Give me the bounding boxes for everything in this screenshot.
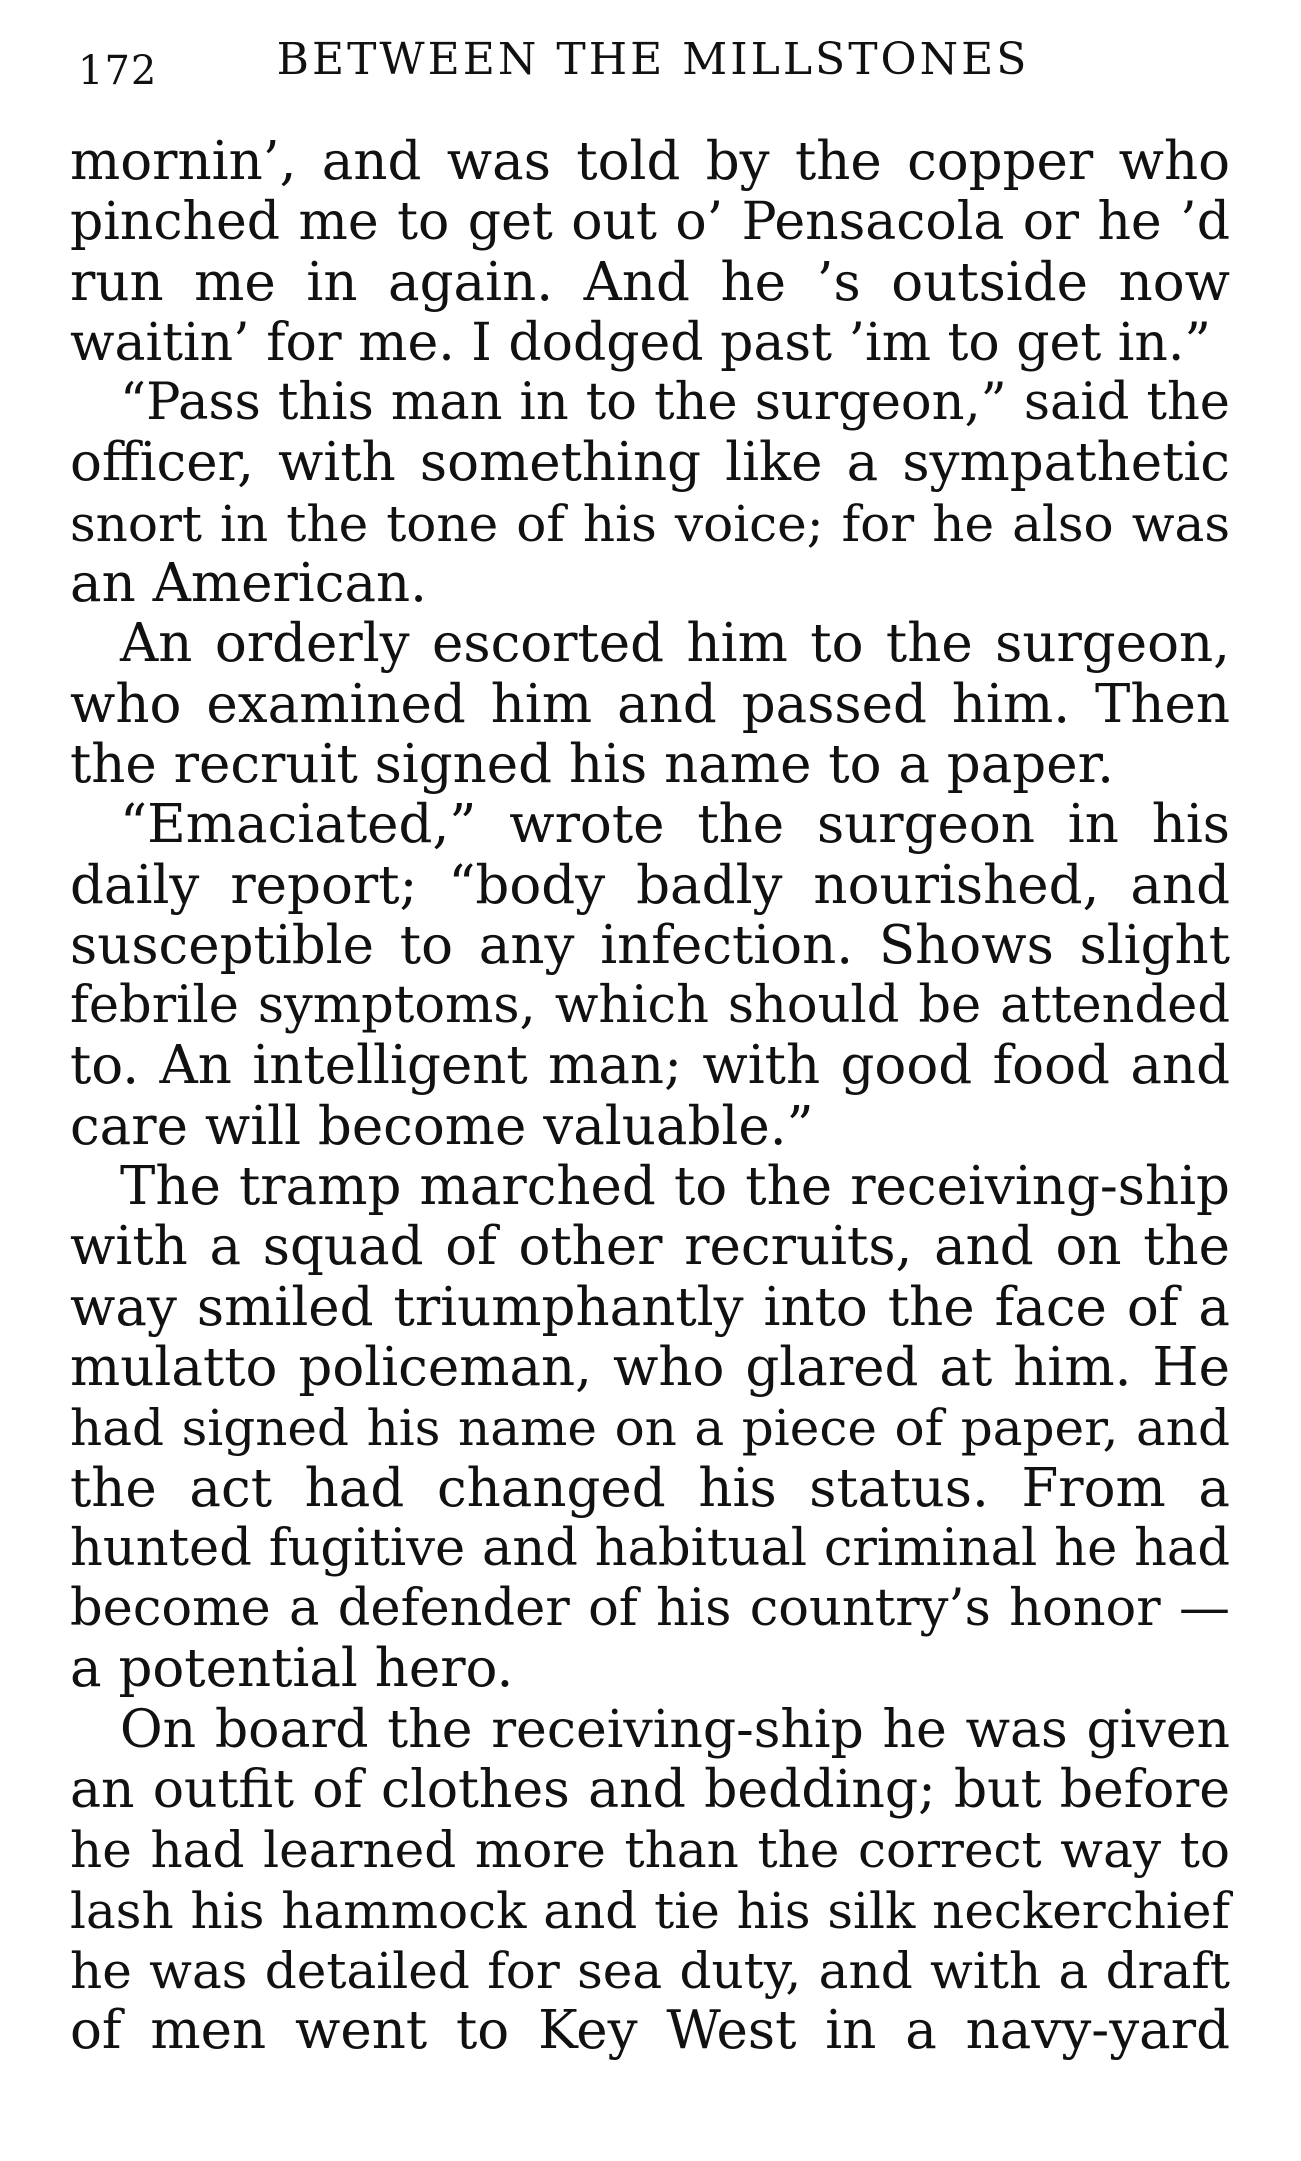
text-line: An orderly escorted him to the surgeon, [120, 613, 1230, 675]
text-line: On board the receiving-ship he was given [120, 1699, 1230, 1760]
text-line: become a defender of his country’s honor — [70, 1579, 1230, 1639]
text-line: waitin’ for me. I dodged past ’im to get in.” [70, 312, 1211, 373]
page-header [78, 34, 1228, 94]
text-line: an American. [70, 553, 428, 615]
text-line: who examined him and passed him. Then [70, 673, 1230, 735]
text-line: The tramp marched to the receiving-ship [120, 1156, 1230, 1218]
text-line: hunted fugitive and habitual criminal he had [70, 1518, 1230, 1578]
text-line: “Emaciated,” wrote the surgeon in his [120, 794, 1230, 856]
text-line: to. An intelligent man; with good food and [70, 1035, 1230, 1097]
text-line: susceptible to any infection. Shows slight [70, 914, 1230, 976]
text-line: lash his hammock and tie his silk neckerchief [70, 1881, 1230, 1940]
page-number: 172 [78, 48, 158, 94]
text-line: of men went to Key West in a navy-yard [70, 2000, 1230, 2062]
text-line: snort in the tone of his voice; for he also was [70, 494, 1230, 553]
text-line: an outfit of clothes and bedding; but before [70, 1760, 1230, 1821]
text-line: had signed his name on a piece of paper, and [70, 1399, 1230, 1458]
text-line: he was detailed for sea duty, and with a draft [70, 1941, 1230, 2000]
body-text [70, 132, 1230, 2062]
text-line: mornin’, and was told by the copper who [70, 131, 1230, 192]
text-line: with a squad of other recruits, and on the [70, 1216, 1230, 1278]
text-line: a potential hero. [70, 1638, 514, 1700]
text-line: the recruit signed his name to a paper. [70, 733, 1114, 795]
text-line: febrile symptoms, which should be attended [70, 976, 1230, 1036]
text-line: he had learned more than the correct way to [70, 1821, 1230, 1880]
text-line: mulatto policeman, who glared at him. He [70, 1336, 1230, 1398]
text-line: pinched me to get out o’ Pensacola or he ’d [70, 192, 1230, 253]
text-line: care will become valuable.” [70, 1095, 814, 1157]
text-line: “Pass this man in to the surgeon,” said the [120, 373, 1230, 433]
text-line: daily report; “body badly nourished, and [70, 854, 1230, 916]
running-head: BETWEEN THE MILLSTONES [276, 34, 1030, 85]
text-line: the act had changed his status. From a [70, 1457, 1230, 1519]
text-line: way smiled triumphantly into the face of a [70, 1276, 1230, 1338]
text-line: officer, with something like a sympathetic [70, 432, 1230, 494]
text-line: run me in again. And he ’s outside now [70, 251, 1230, 313]
